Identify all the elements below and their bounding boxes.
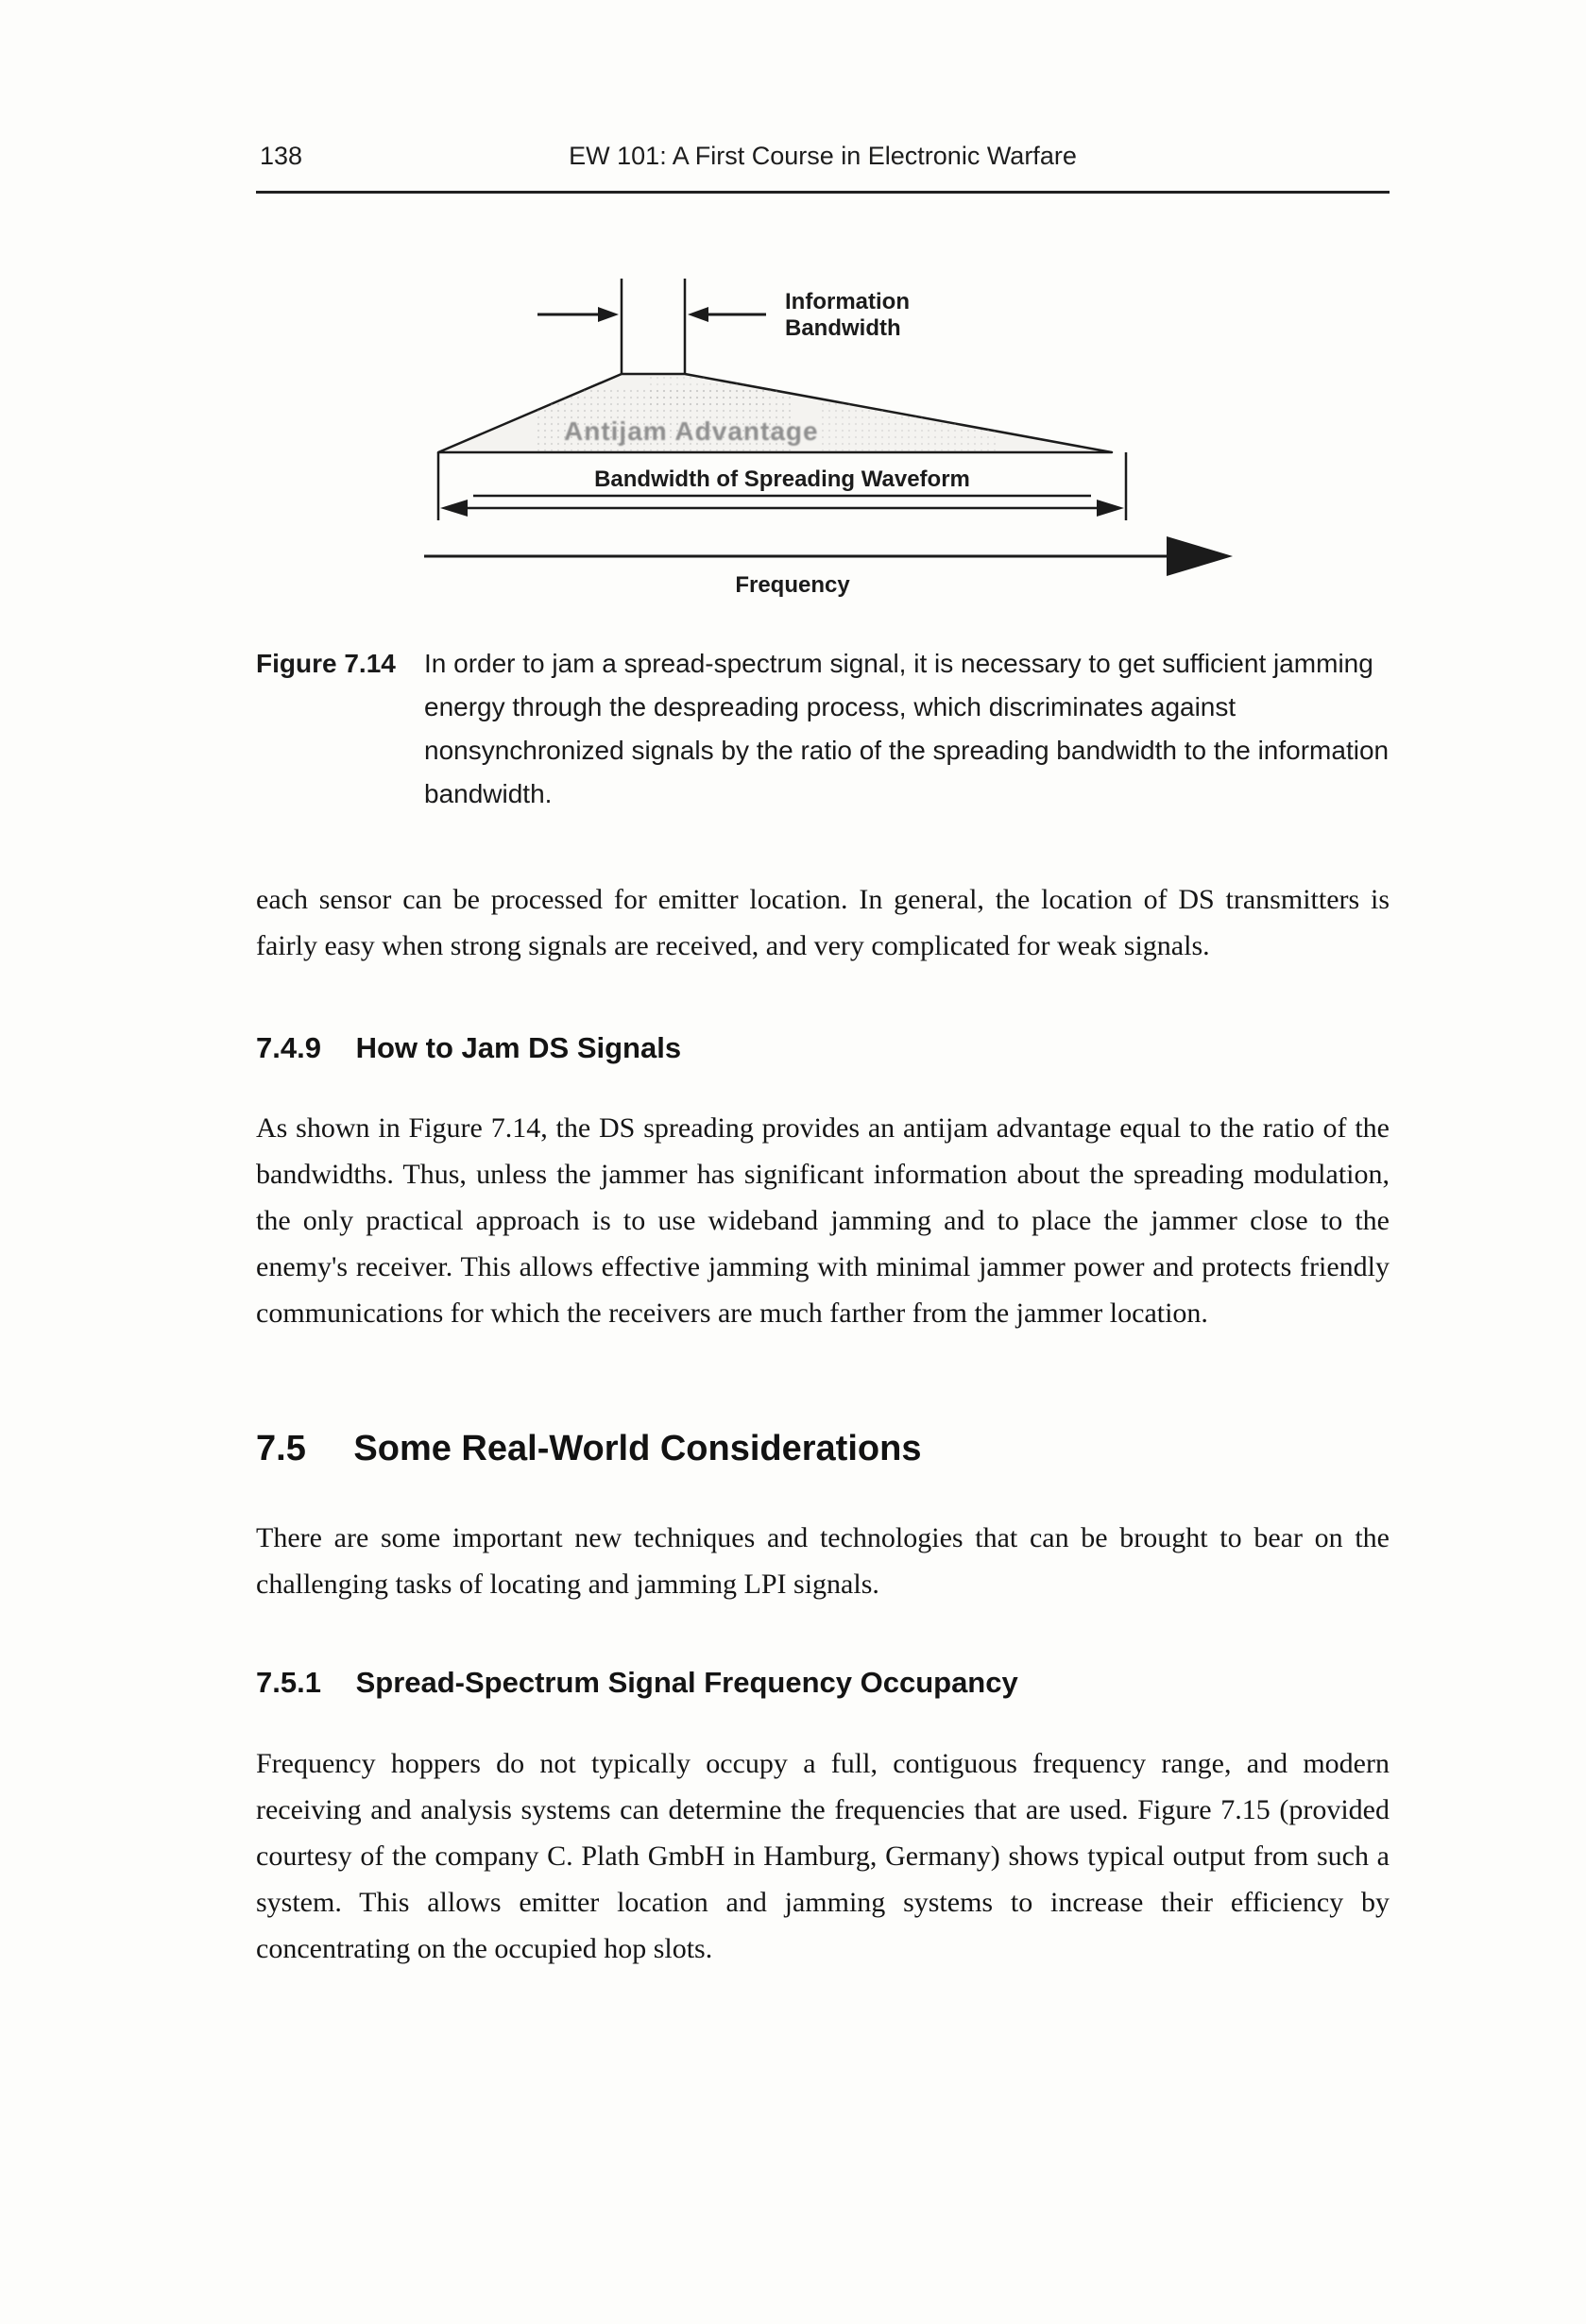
paragraph: There are some important new techniques and technologies that can be brought to bear on the challenging tasks of locating and jamming LPI signals. xyxy=(256,1522,1390,1600)
figure-caption-text: In order to jam a spread-spectrum signal, it is necessary to get sufficient jamming energy through the despreading process, which discriminates against nonsynchronized signals by the ratio of the spreading bandwidth to the information bandwidth. xyxy=(424,649,1390,808)
section-heading-7-5-1 xyxy=(256,1666,1390,1700)
info-bandwidth-label-line2: Bandwidth xyxy=(785,315,901,341)
antijam-trapezoid xyxy=(438,374,1112,452)
information-bandwidth-marker xyxy=(537,279,910,375)
section-heading-7-4-9 xyxy=(256,1031,1390,1065)
section-title: How to Jam DS Signals xyxy=(355,1031,682,1064)
spread-spectrum-svg xyxy=(424,277,1236,603)
page-header xyxy=(256,142,1390,176)
frequency-axis xyxy=(424,536,1233,598)
figure-7-14 xyxy=(256,277,1390,816)
figure-caption-label: Figure 7.14 xyxy=(256,649,396,678)
page-number: 138 xyxy=(260,142,303,170)
halftone-texture xyxy=(646,377,769,409)
section-heading-7-5 xyxy=(256,1429,1390,1469)
arrowhead-left-icon xyxy=(440,500,468,517)
figure-caption xyxy=(256,642,1390,816)
arrowhead-left-icon xyxy=(688,307,708,322)
info-bandwidth-label-line1: Information xyxy=(785,289,910,314)
frequency-axis-label: Frequency xyxy=(735,572,850,598)
section-title: Some Real-World Considerations xyxy=(353,1429,922,1468)
paragraph: As shown in Figure 7.14, the DS spreading provides an antijam advantage equal to the ratio of the bandwidths. Thus, unless the jammer has significant information about the spreading modulation, the only practical approach is to use wideband jamming and to place the jammer close to the enemy's receiver. This allows effective jamming with minimal jammer power and protects friendly communications for which the receivers are much farther from the jammer location. xyxy=(256,1112,1390,1329)
spreading-bandwidth-label: Bandwidth of Spreading Waveform xyxy=(594,466,970,492)
spreading-bandwidth-marker xyxy=(438,452,1126,520)
paragraph: Frequency hoppers do not typically occupy a full, contiguous frequency range, and modern receiving and analysis systems can determine the frequencies that are used. Figure 7.15 (provided courtesy of the company C. Plath GmbH in Hamburg, Germany) shows typical output from such a system. This allows emitter location and jamming systems to increase their efficiency by concentrating on the occupied hop slots. xyxy=(256,1748,1390,1964)
arrowhead-right-icon xyxy=(1097,500,1124,517)
antijam-advantage-label: Antijam Advantage xyxy=(564,416,819,446)
section-number: 7.4.9 xyxy=(256,1031,321,1064)
body-content xyxy=(256,876,1390,1972)
header-rule xyxy=(256,191,1390,194)
paragraph-continuation: each sensor can be processed for emitter location. In general, the location of DS transmitters is fairly easy when strong signals are received, and very complicated for weak signals. xyxy=(256,884,1390,961)
arrowhead-right-icon xyxy=(598,307,619,322)
running-title: EW 101: A First Course in Electronic Warfare xyxy=(569,142,1077,170)
section-title: Spread-Spectrum Signal Frequency Occupancy xyxy=(355,1666,1018,1699)
section-number: 7.5 xyxy=(256,1429,306,1468)
axis-arrowhead-icon xyxy=(1167,536,1233,576)
spread-spectrum-diagram xyxy=(424,277,1236,608)
section-number: 7.5.1 xyxy=(256,1666,321,1699)
